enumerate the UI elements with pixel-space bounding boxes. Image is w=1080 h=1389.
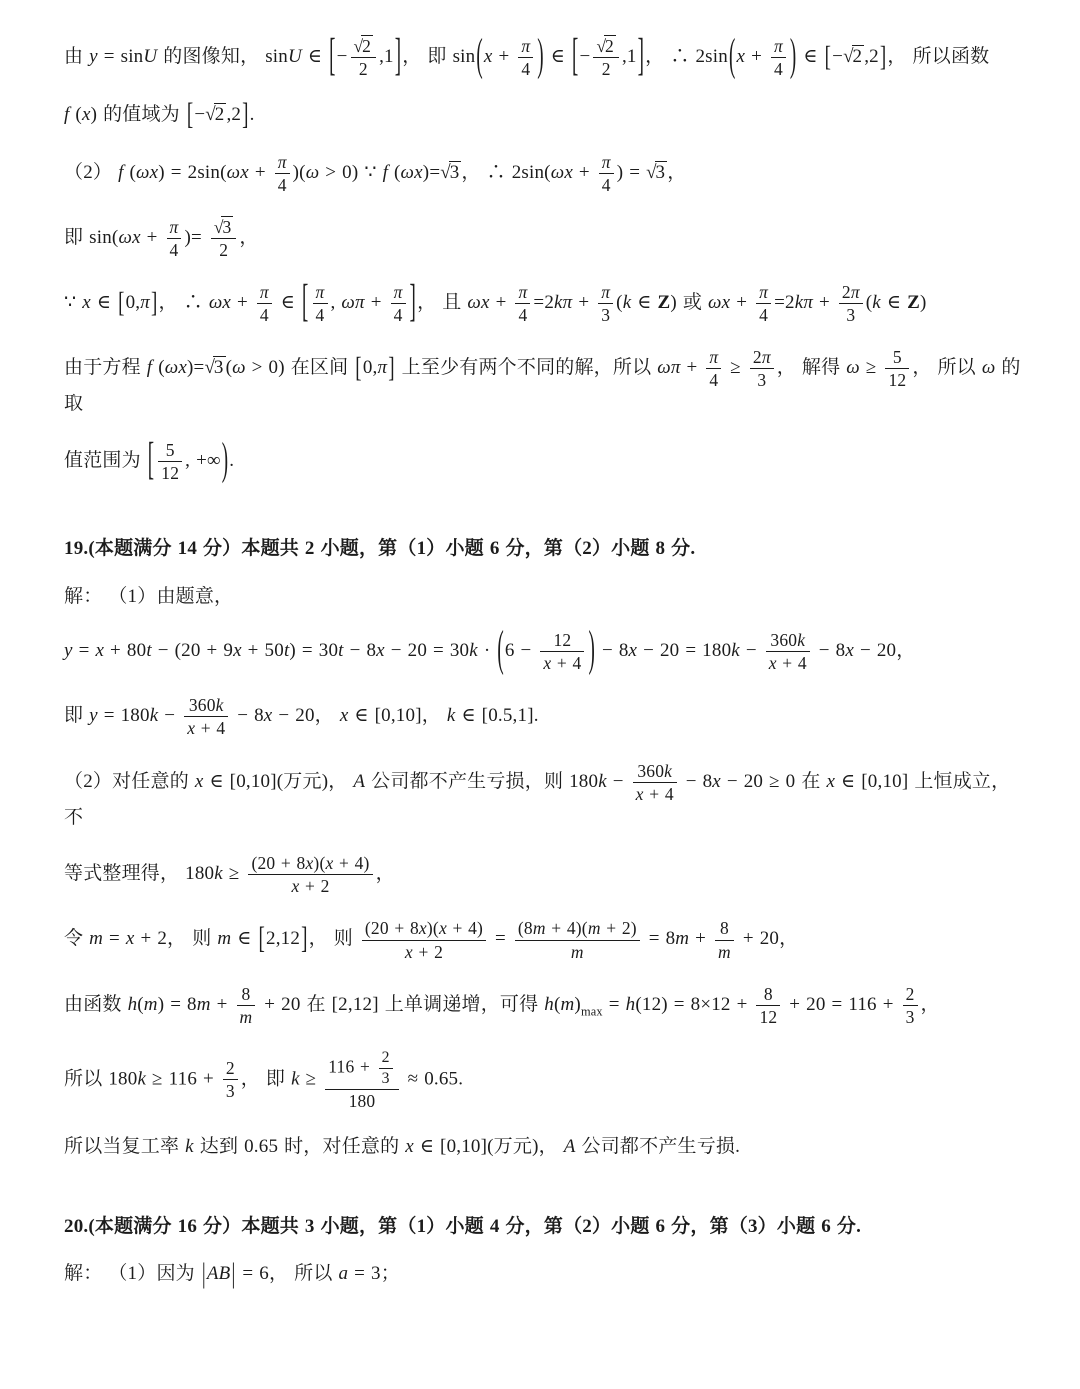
- stretch-delimiter: ]: [879, 41, 887, 73]
- fraction: $\frac{5}{12}$: [883, 347, 911, 390]
- fraction: $\frac{2}{3}$: [377, 1049, 395, 1088]
- square-root: √2: [205, 104, 225, 126]
- solution-line: 即 y = 180k − $\frac{360k}{x + 4}$ − 8x − 20， x ∈ [0,10]， k ∈ [0.5,1].: [64, 695, 539, 739]
- solution-line: 等式整理得， 180k ≥ $\frac{(20 + 8x)(x + 4)}{x + 2}$ ，: [64, 853, 395, 897]
- solution-line: （2）对任意的 x ∈ [0,10](万元)， A 公司都不产生亏损，则 180k − $\frac{360k}{x + 4}$ − 8x − 20 ≥ 0 在 x ∈ [0,10] 上恒成立，不: [64, 760, 1011, 828]
- fraction: $\frac{360k}{x + 4}$: [764, 630, 812, 673]
- fraction: $\frac{\pi}{3}$: [596, 282, 615, 325]
- stretch-delimiter: (: [728, 30, 736, 82]
- stretch-delimiter: ): [221, 434, 229, 486]
- fraction: $\frac{\pi}{4}$: [389, 282, 408, 325]
- fraction: $\frac{\pi}{4}$: [754, 282, 773, 325]
- square-root: √3: [646, 161, 666, 183]
- fraction: $\frac{\pi}{4}$: [311, 282, 330, 325]
- stretch-delimiter: ]: [637, 30, 645, 82]
- fraction: $\frac{√3}{2}$: [209, 217, 239, 260]
- fraction: $\frac{√2}{2}$: [349, 36, 379, 79]
- fraction: $\frac{\pi}{4}$: [255, 282, 274, 325]
- stretch-delimiter: ]: [409, 276, 417, 328]
- fraction: $\frac{\pi}{4}$: [704, 347, 723, 390]
- solution-line: 由函数 h(m) = 8m + $\frac{8}{m}$ + 20 在 [2,12] 上单调递增，可得 $h(m)_{max} = h(12) = 8\times 12$ + $\frac{8}{12}$ + 20 = 116 + $\frac{2}{3}$ ，: [64, 983, 940, 1027]
- stretch-delimiter: [: [329, 30, 336, 82]
- solution-text-body: [64, 30, 1024, 1290]
- fraction: $\frac{√2}{2}$: [591, 36, 621, 79]
- solution-line: y = x + 80t − (20 + 9x + 50t) = 30t − 8x − 20 = 30k · (6 − $\frac{12}{x + 4}$ ) − 8x − 20 = 180k − $\frac{360k}{x + 4}$ − 8x − 20，: [64, 630, 1024, 673]
- solution-line: 即 sin(ωx + $\frac{\pi}{4}$ )= $\frac{√3}{2}$ ，: [64, 216, 259, 260]
- stretch-delimiter: ]: [301, 922, 308, 957]
- stretch-delimiter: |: [201, 1258, 206, 1290]
- problem-heading: 19.(本题满分 14 分）本题共 2 小题，第（1）小题 6 分，第（2）小题 8 分.: [64, 538, 696, 560]
- fraction: $\frac{(20 + 8x)(x + 4)}{x + 2}$: [360, 918, 488, 961]
- fraction: $\frac{\pi}{4}$: [516, 36, 535, 79]
- stretch-delimiter: (: [476, 30, 483, 82]
- stretch-delimiter: [: [824, 41, 832, 73]
- fraction: 116 + $\frac{2}{3}$ 180: [323, 1049, 400, 1111]
- stretch-delimiter: (: [497, 622, 504, 678]
- stretch-delimiter: [: [118, 287, 125, 319]
- fraction: $\frac{\pi}{4}$: [273, 152, 292, 195]
- square-root: √2: [353, 36, 372, 56]
- fraction: $\frac{360k}{x + 4}$: [631, 761, 679, 804]
- stretch-delimiter: ): [588, 622, 595, 678]
- fraction: $\frac{\pi}{4}$: [769, 36, 788, 79]
- stretch-delimiter: [: [147, 434, 155, 486]
- stretch-delimiter: ]: [242, 98, 249, 132]
- stretch-delimiter: ]: [388, 352, 395, 384]
- stretch-delimiter: [: [186, 98, 194, 132]
- fraction: $\frac{8}{12}$: [754, 984, 782, 1027]
- fraction: $\frac{\pi}{4}$: [513, 282, 532, 325]
- problem-heading: 20.(本题满分 16 分）本题共 3 小题，第（1）小题 4 分，第（2）小题 6 分，第（3）小题 6 分.: [64, 1215, 862, 1237]
- solution-line: （2） f (ωx) = 2sin(ωx + $\frac{\pi}{4}$ )(ω > 0) ∵ f (ωx)=√3 ， ∴ 2sin(ωx + $\frac{\pi}{4}$ ) = √3 ，: [64, 151, 687, 195]
- stretch-delimiter: [: [302, 276, 309, 328]
- square-root: √3: [440, 161, 460, 183]
- square-root: √2: [843, 45, 863, 67]
- fraction: $\frac{8}{m}$: [713, 918, 736, 961]
- stretch-delimiter: [: [355, 352, 362, 384]
- stretch-delimiter: |: [231, 1258, 236, 1290]
- fraction: $\frac{5}{12}$: [156, 440, 184, 483]
- fraction: $\frac{12}{x + 4}$: [538, 630, 586, 673]
- fraction: $\frac{360k}{x + 4}$: [182, 695, 230, 738]
- square-root: √2: [596, 36, 614, 56]
- fraction: $\frac{\pi}{4}$: [597, 152, 616, 195]
- fraction: $\frac{2\pi}{3}$: [748, 347, 776, 390]
- stretch-delimiter: [: [572, 30, 579, 82]
- stretch-delimiter: ): [537, 30, 544, 82]
- solution-line: 令 m = x + 2， 则 m ∈ [2,12]， 则 $\frac{(20 + 8x)(x + 4)}{x + 2}$ = $\frac{(8m + 4)(m + 2)}{m}$ = 8m + $\frac{8}{m}$ + 20，: [64, 918, 799, 962]
- fraction: $\frac{(8m + 4)(m + 2)}{m}$: [513, 918, 642, 961]
- stretch-delimiter: ): [789, 30, 797, 82]
- fraction: $\frac{8}{m}$: [235, 984, 258, 1027]
- solution-line: 由 y = sinU 的图像知， sinU ∈ [− $\frac{√2}{2}$ ,1]， 即 sin(x + $\frac{\pi}{4}$ ) ∈ [− $\frac{√2}{2}$ ,1]， ∴ 2sin(x + $\frac{\pi}{4}$ ) ∈ [−√2 ,2]， 所以函数: [64, 36, 1024, 79]
- solution-line: 解： （1）因为 |AB| = 6， 所以 a = 3；: [64, 1260, 1024, 1288]
- solution-line: 所以 180k ≥ 116 + $\frac{2}{3}$ ， 即 k ≥ 116 + $\frac{2}{3}$ 180 ≈ 0.65.: [64, 1048, 464, 1112]
- solution-line: 值范围为 [ $\frac{5}{12}$ , +∞).: [64, 440, 1024, 483]
- solution-line: ∵ x ∈ [0,π]， ∴ ωx + $\frac{\pi}{4}$ ∈ [ $\frac{\pi}{4}$ , ωπ + $\frac{\pi}{4}$ ]， 且 ωx + $\frac{\pi}{4}$ =2kπ + $\frac{\pi}{3}$ (k ∈ Z) 或 ωx + $\frac{\pi}{4}$ =2kπ + $\frac{2\pi}{3}$ (k ∈ Z): [64, 282, 1024, 325]
- fraction: $\frac{2\pi}{3}$: [837, 282, 865, 325]
- stretch-delimiter: ]: [394, 30, 402, 82]
- fraction: $\frac{2}{3}$: [901, 984, 920, 1027]
- stretch-delimiter: ]: [150, 287, 158, 319]
- square-root: √3: [204, 357, 224, 379]
- fraction: $\frac{\pi}{4}$: [165, 217, 184, 260]
- square-root: √3: [213, 216, 232, 237]
- solution-line: 解： （1）由题意，: [64, 585, 234, 607]
- stretch-delimiter: [: [258, 922, 265, 957]
- solution-line: 由于方程 f (ωx)=√3 (ω > 0) 在区间 [0,π] 上至少有两个不同的解，所以 ωπ + $\frac{\pi}{4}$ ≥ $\frac{2\pi}{3}$ ， 解得 ω ≥ $\frac{5}{12}$ ， 所以 ω 的取: [64, 347, 1021, 415]
- solution-line: f (x) 的值域为 [−√2 ,2].: [64, 101, 1024, 129]
- fraction: $\frac{(20 + 8x)(x + 4)}{x + 2}$: [246, 853, 374, 896]
- solution-line: 所以当复工率 k 达到 0.65 时，对任意的 x ∈ [0,10](万元)， A 公司都不产生亏损.: [64, 1136, 741, 1158]
- fraction: $\frac{2}{3}$: [221, 1058, 240, 1101]
